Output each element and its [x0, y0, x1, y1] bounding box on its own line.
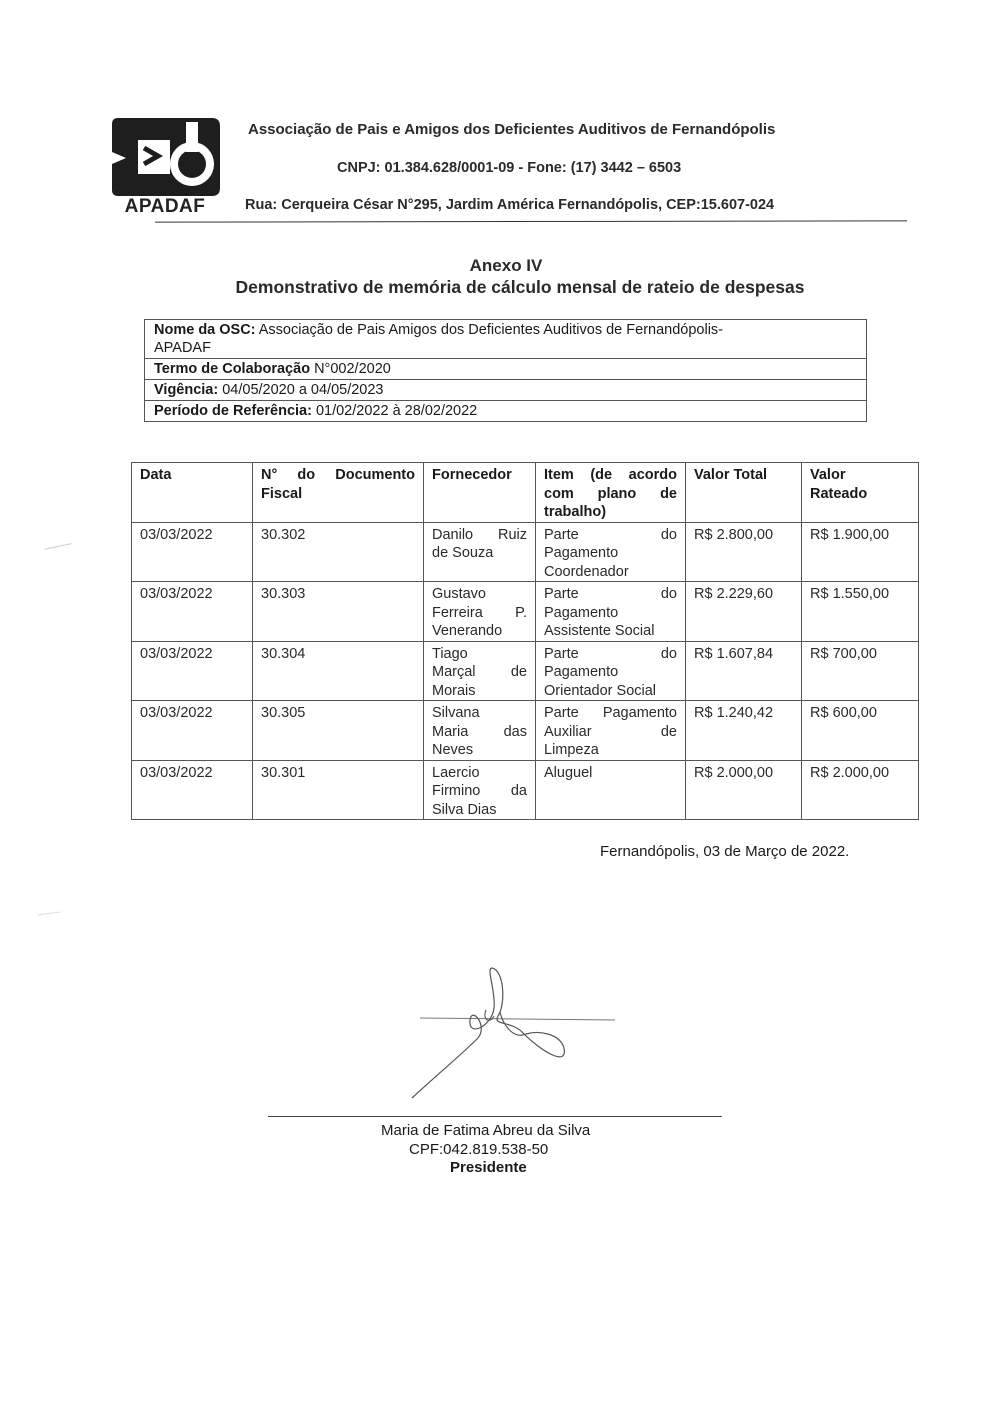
- handwritten-signature: [400, 960, 630, 1110]
- address: Rua: Cerqueira César N°295, Jardim América Fernandópolis, CEP:15.607-024: [245, 197, 775, 213]
- cell-item: Parte do Pagamento Assistente Social: [536, 582, 686, 642]
- signatory-role: Presidente: [450, 1159, 527, 1176]
- cell-fornecedor: Gustavo Ferreira P. Venerando: [424, 582, 536, 642]
- cell-fornecedor: Tiago Marçal de Morais: [424, 641, 536, 701]
- header-divider: [155, 220, 907, 222]
- cell-item: Parte Pagamento Auxiliar de Limpeza: [536, 701, 686, 761]
- logo-text: APADAF: [124, 196, 206, 217]
- cell-item: Parte do Pagamento Coordenador: [536, 522, 686, 582]
- cell-fornecedor: Danilo Ruiz de Souza: [424, 522, 536, 582]
- osc-name-value-cont: APADAF: [154, 340, 211, 356]
- table-row: [132, 760, 919, 820]
- cell-documento: 30.301: [253, 760, 424, 820]
- cell-valor-rateado: R$ 1.900,00: [802, 522, 919, 582]
- osc-name-row: [145, 320, 866, 359]
- termo-value: N°002/2020: [310, 361, 391, 377]
- periodo-value: 01/02/2022 à 28/02/2022: [311, 403, 478, 419]
- scan-mark: [44, 543, 72, 550]
- cell-valor-rateado: R$ 600,00: [802, 701, 919, 761]
- cnpj-phone: CNPJ: 01.384.628/0001-09 - Fone: (17) 3442 – 6503: [337, 160, 682, 176]
- header-item: Item (de acordo com plano de trabalho): [536, 463, 686, 523]
- cell-valor-total: R$ 2.800,00: [686, 522, 802, 582]
- expense-table: [131, 462, 919, 820]
- org-name: Associação de Pais e Amigos dos Deficientes Auditivos de Fernandópolis: [248, 121, 776, 138]
- cell-fornecedor: Laercio Firmino da Silva Dias: [424, 760, 536, 820]
- cell-item: Aluguel: [536, 760, 686, 820]
- vigencia-value: 04/05/2020 a 04/05/2023: [218, 382, 384, 398]
- vigencia-row: [145, 380, 866, 401]
- termo-label: Termo de Colaboração: [154, 361, 311, 377]
- osc-info-box: [144, 319, 867, 422]
- cell-data: 03/03/2022: [132, 760, 253, 820]
- periodo-label: Período de Referência:: [154, 403, 312, 419]
- cell-documento: 30.302: [253, 522, 424, 582]
- periodo-row: [145, 401, 866, 422]
- cell-valor-total: R$ 2.229,60: [686, 582, 802, 642]
- table-row: [132, 641, 919, 701]
- vigencia-label: Vigência:: [154, 382, 219, 398]
- scan-mark: [38, 911, 60, 915]
- cell-documento: 30.305: [253, 701, 424, 761]
- header-documento: N° do Documento Fiscal: [253, 463, 424, 523]
- table-row: [132, 522, 919, 582]
- header-data: Data: [132, 463, 253, 523]
- header-valor-rateado: Valor Rateado: [802, 463, 919, 523]
- cell-fornecedor: Silvana Maria das Neves: [424, 701, 536, 761]
- table-row: [132, 582, 919, 642]
- table-header-row: [132, 463, 919, 523]
- osc-name-value: Associação de Pais Amigos dos Deficientes Auditivos de Fernandópolis-: [255, 322, 723, 338]
- cell-valor-total: R$ 1.240,42: [686, 701, 802, 761]
- place-and-date: Fernandópolis, 03 de Março de 2022.: [600, 843, 850, 860]
- cell-valor-rateado: R$ 700,00: [802, 641, 919, 701]
- cell-data: 03/03/2022: [132, 701, 253, 761]
- cell-valor-total: R$ 1.607,84: [686, 641, 802, 701]
- cell-data: 03/03/2022: [132, 582, 253, 642]
- header-valor-total: Valor Total: [686, 463, 802, 523]
- cell-valor-total: R$ 2.000,00: [686, 760, 802, 820]
- document-title: Demonstrativo de memória de cálculo mensal de rateio de despesas: [235, 277, 805, 297]
- cell-documento: 30.304: [253, 641, 424, 701]
- cell-item: Parte do Pagamento Orientador Social: [536, 641, 686, 701]
- cell-documento: 30.303: [253, 582, 424, 642]
- table-row: [132, 701, 919, 761]
- ear-logo-icon: [108, 118, 222, 196]
- osc-name-label: Nome da OSC:: [154, 322, 256, 338]
- cell-data: 03/03/2022: [132, 641, 253, 701]
- header-fornecedor: Fornecedor: [424, 463, 536, 523]
- signatory-name: Maria de Fatima Abreu da Silva: [381, 1122, 591, 1139]
- cell-data: 03/03/2022: [132, 522, 253, 582]
- signatory-cpf: CPF:042.819.538-50: [409, 1141, 549, 1158]
- annex-title: Anexo IV: [469, 256, 543, 275]
- termo-row: [145, 359, 866, 380]
- signature-line: [268, 1116, 722, 1117]
- cell-valor-rateado: R$ 2.000,00: [802, 760, 919, 820]
- cell-valor-rateado: R$ 1.550,00: [802, 582, 919, 642]
